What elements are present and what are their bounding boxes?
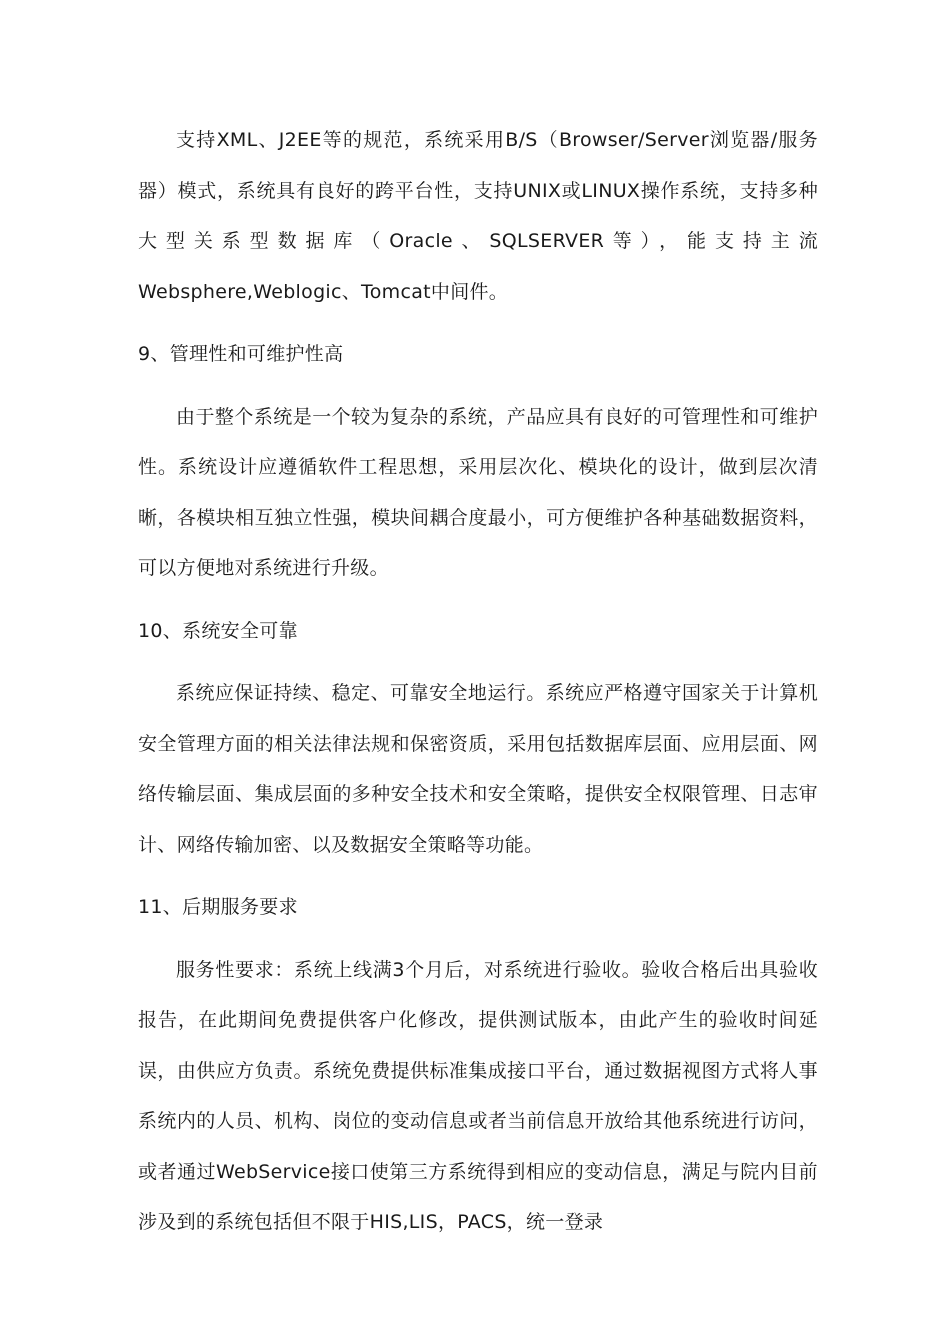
paragraph-security: 系统应保证持续、稳定、可靠安全地运行。系统应严格遵守国家关于计算机安全管理方面的相关法律法规和保密资质，采用包括数据库层面、应用层面、网络传输层面、集成层面的多种安全技术和安全策略，提供安全权限管理、日志审计、网络传输加密、以及数据安全策略等功能。 [138, 682, 818, 856]
heading-security: 10、系统安全可靠 [138, 619, 298, 642]
document-body [138, 115, 818, 1260]
heading-maintainability: 9、管理性和可维护性高 [138, 343, 344, 365]
paragraph-platform-support: 支持XML、J2EE等的规范，系统采用B/S（Browser/Server浏览器/服务器）模式，系统具有良好的跨平台性，支持UNIX或LINUX操作系统，支持多种大型关系型数据库（Oracle、SQLSERVER等），能支持主流Websphere,Weblogic、Tomcat中间件。 [138, 129, 818, 303]
paragraph-after-sales-service: 服务性要求：系统上线满3个月后，对系统进行验收。验收合格后出具验收报告，在此期间免费提供客户化修改，提供测试版本，由此产生的验收时间延误，由供应方负责。系统免费提供标准集成接口平台，通过数据视图方式将人事系统内的人员、机构、岗位的变动信息或者当前信息开放给其他系统进行访问，或者通过WebService接口使第三方系统得到相应的变动信息，满足与院内目前涉及到的系统包括但不限于HIS,LIS，PACS，统一登录 [138, 958, 818, 1233]
paragraph-maintainability: 由于整个系统是一个较为复杂的系统，产品应具有良好的可管理性和可维护性。系统设计应遵循软件工程思想，采用层次化、模块化的设计，做到层次清晰，各模块相互独立性强，模块间耦合度最小，可方便维护各种基础数据资料，可以方便地对系统进行升级。 [138, 405, 818, 579]
heading-after-sales-service: 11、后期服务要求 [138, 896, 298, 918]
